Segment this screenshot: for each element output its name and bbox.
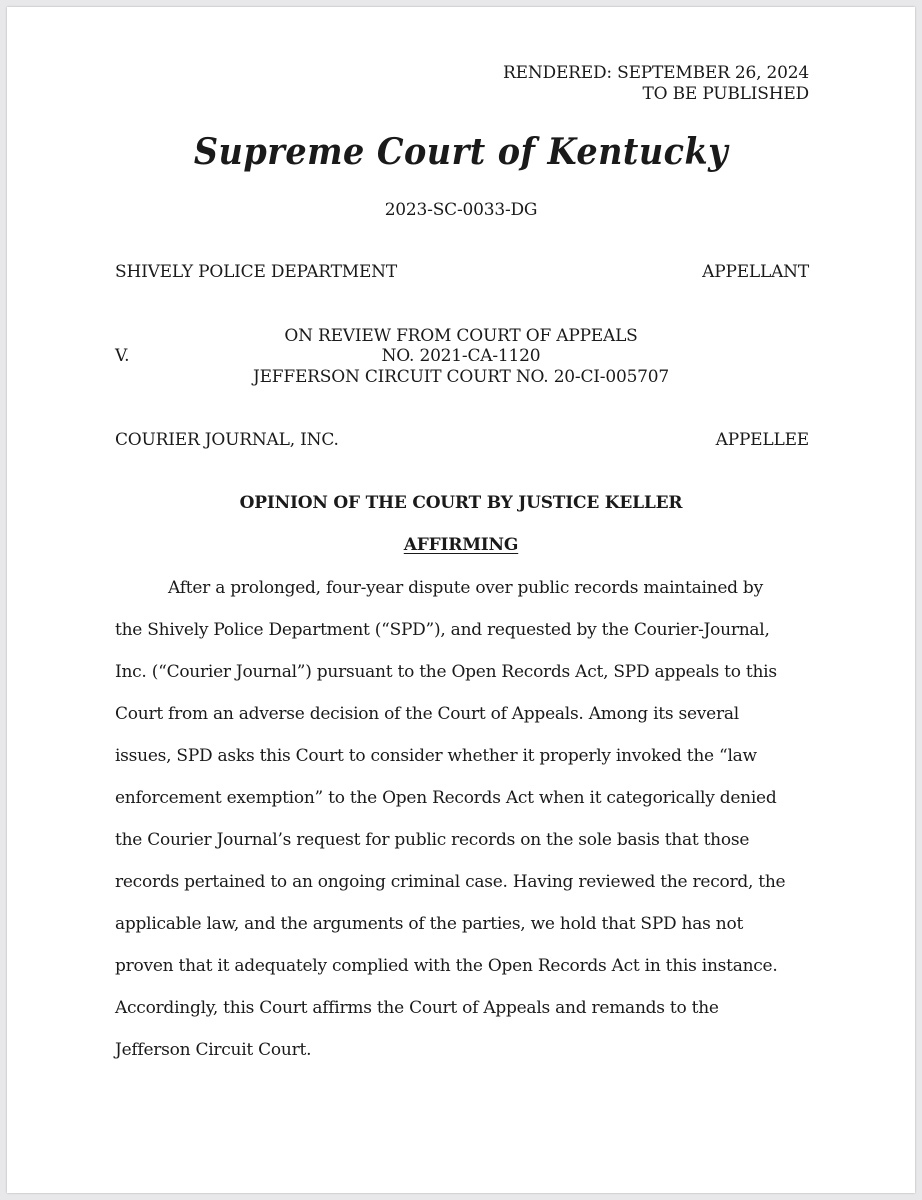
opinion-line: Inc. (“Courier Journal”) pursuant to the Open Records Act, SPD appeals to this: [115, 662, 777, 682]
opinion-line: Accordingly, this Court affirms the Court of Appeals and remands to the: [115, 998, 719, 1018]
court-title: Supreme Court of Kentucky: [193, 131, 729, 173]
appellee-name: COURIER JOURNAL, INC.: [115, 430, 339, 450]
opinion-line: proven that it adequately complied with the Open Records Act in this instance.: [115, 956, 778, 976]
disposition: AFFIRMING: [403, 535, 519, 555]
appellant-role: APPELLANT: [702, 262, 809, 282]
opinion-line: issues, SPD asks this Court to consider whether it properly invoked the “law: [115, 746, 757, 766]
opinion-line: Jefferson Circuit Court.: [115, 1040, 312, 1060]
opinion-heading: OPINION OF THE COURT BY JUSTICE KELLER: [239, 493, 683, 513]
opinion-line: records pertained to an ongoing criminal case. Having reviewed the record, the: [115, 872, 786, 892]
versus: V.: [115, 346, 130, 366]
opinion-line: After a prolonged, four-year dispute over public records maintained by: [168, 578, 763, 598]
rendered-date: RENDERED: SEPTEMBER 26, 2024: [503, 63, 809, 83]
review-line-3: JEFFERSON CIRCUIT COURT NO. 20-CI-005707: [252, 367, 670, 387]
case-number: 2023-SC-0033-DG: [384, 200, 538, 220]
opinion-line: applicable law, and the arguments of the parties, we hold that SPD has not: [115, 914, 744, 934]
opinion-line: Court from an adverse decision of the Court of Appeals. Among its several: [115, 704, 739, 724]
appellee-role: APPELLEE: [715, 430, 809, 450]
opinion-line: the Courier Journal’s request for public records on the sole basis that those: [115, 830, 750, 850]
review-line-1: ON REVIEW FROM COURT OF APPEALS: [284, 326, 638, 346]
publication-status: TO BE PUBLISHED: [642, 84, 809, 104]
opinion-line: enforcement exemption” to the Open Records Act when it categorically denied: [115, 788, 777, 808]
appellant-name: SHIVELY POLICE DEPARTMENT: [115, 262, 397, 282]
review-line-2: NO. 2021-CA-1120: [381, 346, 541, 366]
opinion-line: the Shively Police Department (“SPD”), and requested by the Courier-Journal,: [115, 620, 770, 640]
